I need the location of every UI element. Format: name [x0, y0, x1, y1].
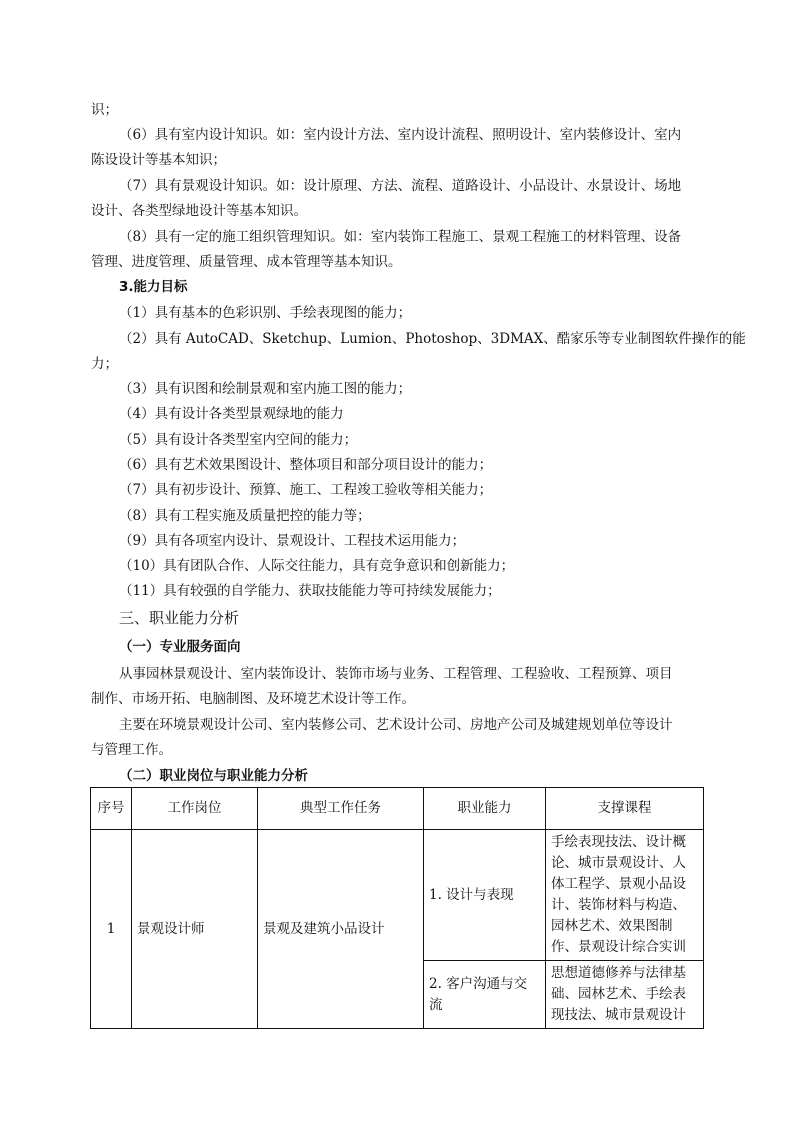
- table-header-row: [91, 788, 704, 830]
- text-line: 制作、市场开拓、电脑制图、及环境艺术设计等工作。: [91, 691, 415, 707]
- text-line: （9）具有各项室内设计、景观设计、工程技术运用能力；: [119, 533, 466, 549]
- text-line: （5）具有设计各类型室内空间的能力；: [119, 432, 358, 448]
- text-line: （2）具有 AutoCAD、Sketchup、Lumion、Photoshop、3DMAX、酷家乐等专业制图软件操作的能: [119, 331, 746, 347]
- ability-table: [90, 787, 704, 1029]
- text-line: 识；: [91, 102, 118, 118]
- cell-task: 景观及建筑小品设计: [258, 830, 424, 1029]
- text-line: 管理、进度管理、质量管理、成本管理等基本知识。: [91, 254, 402, 270]
- text-line: （8）具有工程实施及质量把控的能力等；: [119, 508, 371, 524]
- text-line: 与管理工作。: [91, 742, 172, 758]
- section-heading: （一）专业服务面向: [119, 639, 241, 655]
- header-courses: 支撑课程: [546, 788, 704, 830]
- text-line: 从事园林景观设计、室内装饰设计、装饰市场与业务、工程管理、工程验收、工程预算、项目: [119, 666, 673, 682]
- cell-ability: 1. 设计与表现: [424, 830, 546, 961]
- cell-position: 景观设计师: [132, 830, 258, 1029]
- chapter-heading: 三、职业能力分析: [119, 609, 240, 627]
- section-heading: （二）职业岗位与职业能力分析: [119, 768, 308, 784]
- text-line: （1）具有基本的色彩识别、手绘表现图的能力；: [119, 305, 412, 321]
- text-line: （7）具有景观设计知识。如：设计原理、方法、流程、道路设计、小品设计、水景设计、场地: [119, 178, 682, 194]
- header-no: 序号: [91, 788, 132, 830]
- cell-courses: 手绘表现技法、设计概论、城市景观设计、人体工程学、景观小品设计、装饰材料与构造、园林艺术、效果图制作、景观设计综合实训: [546, 830, 704, 961]
- text-line: （11）具有较强的自学能力、获取技能能力等可持续发展能力；: [119, 583, 501, 599]
- text-line: 陈设设计等基本知识；: [91, 152, 226, 168]
- cell-courses: 思想道德修养与法律基础、园林艺术、手绘表现技法、城市景观设计: [546, 961, 704, 1029]
- cell-ability: 2. 客户沟通与交流: [424, 961, 546, 1029]
- text-line: （6）具有室内设计知识。如：室内设计方法、室内设计流程、照明设计、室内装修设计、室内: [119, 127, 682, 143]
- text-line: 力；: [91, 356, 118, 372]
- text-line: （6）具有艺术效果图设计、整体项目和部分项目设计的能力；: [119, 457, 493, 473]
- header-task: 典型工作任务: [258, 788, 424, 830]
- text-line: （10）具有团队合作、人际交往能力，具有竞争意识和创新能力；: [119, 558, 515, 574]
- header-position: 工作岗位: [132, 788, 258, 830]
- cell-no: 1: [91, 830, 132, 1029]
- text-line: （3）具有识图和绘制景观和室内施工图的能力；: [119, 381, 412, 397]
- table-row: [91, 830, 704, 961]
- section-heading: 3.能力目标: [119, 279, 188, 295]
- text-line: 主要在环境景观设计公司、室内装修公司、艺术设计公司、房地产公司及城建规划单位等设计: [119, 717, 673, 733]
- text-line: （4）具有设计各类型景观绿地的能力: [119, 406, 344, 422]
- text-line: （8）具有一定的施工组织管理知识。如：室内装饰工程施工、景观工程施工的材料管理、设备: [119, 229, 682, 245]
- text-line: 设计、各类型绿地设计等基本知识。: [91, 203, 307, 219]
- text-line: （7）具有初步设计、预算、施工、工程竣工验收等相关能力；: [119, 482, 493, 498]
- header-ability: 职业能力: [424, 788, 546, 830]
